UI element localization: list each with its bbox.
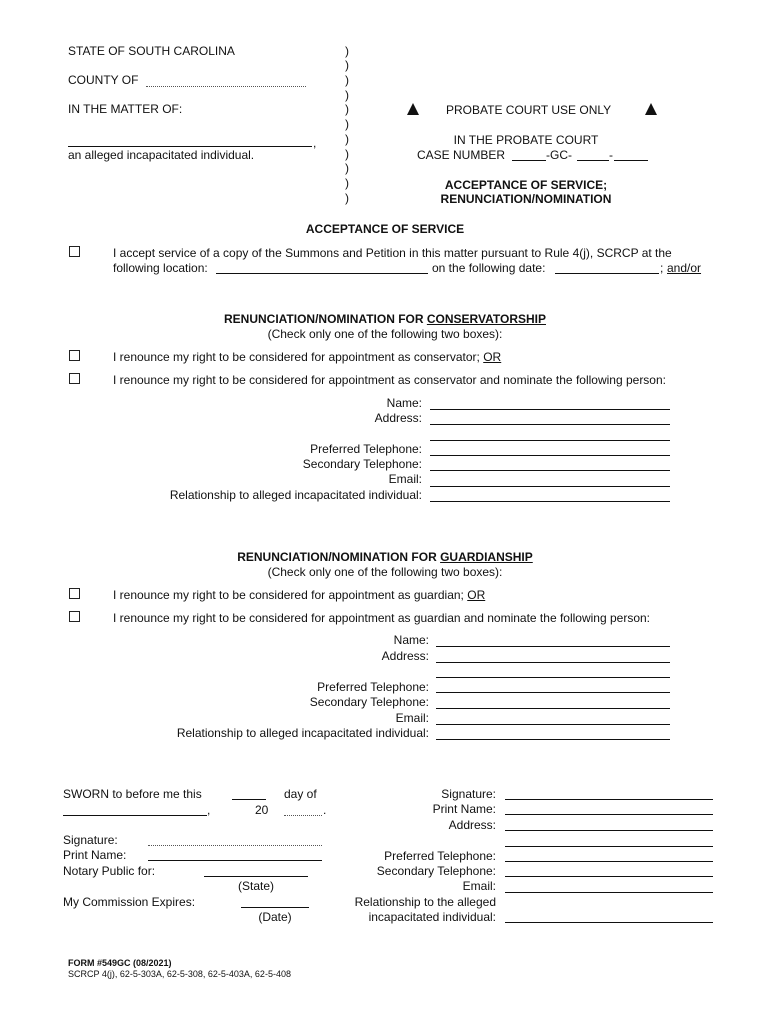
guard-email-field[interactable]	[436, 724, 670, 725]
guard-address-label: Address:	[381, 649, 429, 663]
conservatorship-heading	[0, 312, 770, 326]
signer-address-label: Address:	[448, 818, 496, 832]
probate-court-use-only: PROBATE COURT USE ONLY	[446, 103, 612, 117]
acceptance-text-line1: I accept service of a copy of the Summons and Petition in this matter pursuant to Rule 4(j), SCRCP at the	[113, 246, 672, 260]
signer-print-name-field[interactable]	[505, 814, 713, 815]
option-text: I renounce my right to be considered for appointment as guardian;	[113, 588, 464, 602]
signer-relationship-label-2: incapacitated individual:	[368, 910, 496, 924]
heading-prefix: RENUNCIATION/NOMINATION FOR	[237, 550, 441, 564]
or-label: OR	[483, 350, 502, 364]
location-label: following location:	[113, 261, 208, 275]
sworn-label: SWORN to before me this	[63, 787, 202, 801]
case-gc: -GC-	[546, 148, 572, 162]
name-comma: ,	[313, 136, 317, 150]
individual-label: an alleged incapacitated individual.	[68, 148, 255, 162]
acceptance-heading: ACCEPTANCE OF SERVICE	[305, 222, 465, 236]
matter-label: IN THE MATTER OF:	[68, 102, 183, 116]
date-label: on the following date:	[432, 261, 546, 275]
individual-name-field[interactable]	[68, 146, 312, 147]
cons-email-field[interactable]	[430, 486, 670, 487]
signer-address-field-1[interactable]	[505, 830, 713, 831]
signer-signature-field[interactable]	[505, 799, 713, 800]
or-label: OR	[467, 588, 486, 602]
heading-prefix: RENUNCIATION/NOMINATION FOR	[223, 312, 427, 326]
cons-relationship-label: Relationship to alleged incapacitated individual:	[169, 488, 422, 502]
county-field[interactable]	[146, 86, 306, 87]
state-label: STATE OF SOUTH CAROLINA	[68, 44, 235, 58]
conservator-renounce-checkbox[interactable]	[69, 350, 80, 361]
sworn-day-field[interactable]	[232, 799, 266, 800]
cons-address-field-1[interactable]	[430, 424, 670, 425]
signer-relationship-label-1: Relationship to the alleged	[354, 895, 496, 909]
guard-name-field[interactable]	[436, 646, 670, 647]
guardian-nominate-text: I renounce my right to be considered for appointment as guardian and nominate the following person:	[113, 611, 650, 625]
case-number-part1[interactable]	[512, 160, 546, 161]
case-dash: -	[609, 148, 613, 162]
signer-preferred-phone-label: Preferred Telephone:	[384, 849, 496, 863]
heading-underlined: CONSERVATORSHIP	[426, 312, 546, 326]
conservatorship-subheading: (Check only one of the following two boxes):	[267, 327, 503, 341]
date-field[interactable]	[555, 273, 659, 274]
triangle-up-icon	[407, 103, 419, 115]
county-label: COUNTY OF	[68, 73, 139, 87]
cons-address-label: Address:	[374, 411, 422, 425]
cons-secondary-phone-label: Secondary Telephone:	[302, 457, 422, 471]
cons-preferred-phone-field[interactable]	[430, 455, 670, 456]
guard-address-field-1[interactable]	[436, 662, 670, 663]
day-of-label: day of	[284, 787, 317, 801]
cons-address-field-2[interactable]	[430, 440, 670, 441]
commission-label: My Commission Expires:	[63, 895, 196, 909]
signer-preferred-phone-field[interactable]	[505, 861, 713, 862]
year-prefix: 20	[255, 803, 269, 817]
case-number-part3[interactable]	[614, 160, 648, 161]
notary-signature-label: Signature:	[63, 833, 118, 847]
location-field[interactable]	[216, 273, 428, 274]
conservator-renounce-text	[113, 350, 501, 364]
sworn-month-field[interactable]	[63, 815, 207, 816]
acceptance-semicolon: ;	[660, 261, 664, 275]
year-suffix: .	[323, 803, 327, 817]
guard-relationship-label: Relationship to alleged incapacitated individual:	[176, 726, 429, 740]
guard-address-field-2[interactable]	[436, 677, 670, 678]
signer-secondary-phone-field[interactable]	[505, 876, 713, 877]
notary-state-field[interactable]	[204, 876, 308, 877]
cons-name-label: Name:	[386, 396, 422, 410]
signer-secondary-phone-label: Secondary Telephone:	[376, 864, 496, 878]
guard-secondary-phone-label: Secondary Telephone:	[309, 695, 429, 709]
sworn-comma: ,	[207, 803, 211, 817]
signer-email-field[interactable]	[505, 892, 713, 893]
guard-relationship-field[interactable]	[436, 739, 670, 740]
triangle-up-icon	[645, 103, 657, 115]
cons-preferred-phone-label: Preferred Telephone:	[310, 442, 422, 456]
heading-underlined: GUARDIANSHIP	[440, 550, 533, 564]
guardian-renounce-text	[113, 588, 485, 602]
acceptance-checkbox[interactable]	[69, 246, 80, 257]
guard-secondary-phone-field[interactable]	[436, 708, 670, 709]
conservator-nominate-checkbox[interactable]	[69, 373, 80, 384]
signer-email-label: Email:	[462, 879, 496, 893]
notary-print-name-field[interactable]	[148, 860, 322, 861]
cons-secondary-phone-field[interactable]	[430, 470, 670, 471]
signer-signature-label: Signature:	[441, 787, 496, 801]
doc-title-line2: RENUNCIATION/NOMINATION	[440, 192, 612, 206]
guardian-renounce-checkbox[interactable]	[69, 588, 80, 599]
case-number-part2[interactable]	[577, 160, 609, 161]
guardianship-heading	[0, 550, 770, 564]
doc-title-line1: ACCEPTANCE OF SERVICE;	[444, 178, 608, 192]
cons-email-label: Email:	[388, 472, 422, 486]
state-caption: (State)	[237, 879, 274, 893]
guard-name-label: Name:	[393, 633, 429, 647]
guardianship-subheading: (Check only one of the following two boxes):	[267, 565, 503, 579]
guardian-nominate-checkbox[interactable]	[69, 611, 80, 622]
signer-relationship-field[interactable]	[505, 922, 713, 923]
date-caption: (Date)	[258, 910, 292, 924]
form-number: FORM #549GC (08/2021)	[68, 958, 172, 968]
cons-name-field[interactable]	[430, 409, 670, 410]
commission-date-field[interactable]	[241, 907, 309, 908]
notary-print-name-label: Print Name:	[63, 848, 127, 862]
notary-signature-field[interactable]	[148, 845, 322, 846]
signer-address-field-2[interactable]	[505, 846, 713, 847]
case-number-label: CASE NUMBER	[417, 148, 506, 162]
guard-preferred-phone-field[interactable]	[436, 692, 670, 693]
in-probate-court: IN THE PROBATE COURT	[453, 133, 599, 147]
statute-citations: SCRCP 4(j), 62-5-303A, 62-5-308, 62-5-403A, 62-5-408	[68, 969, 291, 979]
andor-label: and/or	[667, 261, 702, 275]
notary-for-label: Notary Public for:	[63, 864, 156, 878]
cons-relationship-field[interactable]	[430, 501, 670, 502]
guard-preferred-phone-label: Preferred Telephone:	[317, 680, 429, 694]
guard-email-label: Email:	[395, 711, 429, 725]
option-text: I renounce my right to be considered for appointment as conservator;	[113, 350, 480, 364]
sworn-year-field[interactable]	[284, 815, 322, 816]
signer-print-name-label: Print Name:	[432, 802, 496, 816]
conservator-nominate-text: I renounce my right to be considered for appointment as conservator and nominate the following person:	[113, 373, 666, 387]
